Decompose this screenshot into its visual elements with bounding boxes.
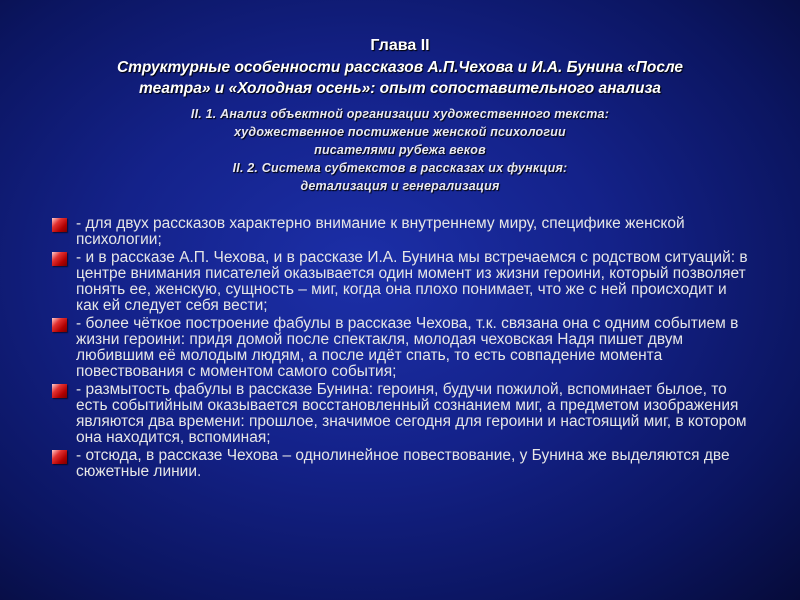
bullet-square-icon	[52, 318, 67, 332]
bullet-square-icon	[52, 384, 67, 398]
list-item	[52, 216, 752, 248]
list-item	[52, 250, 752, 314]
subsection-2-line-1: II. 2. Система субтекстов в рассказах их функция:	[232, 161, 568, 175]
title-line-2: театра» и «Холодная осень»: опыт сопоставительного анализа	[139, 80, 661, 97]
bullet-square-icon	[52, 450, 67, 464]
bullet-text: - и в рассказе А.П. Чехова, и в рассказе И.А. Бунина мы встречаемся с родством ситуаций: в центре внимания писателей оказывается один момент из жизни героини, который позволяет понять ее, женскую, сущность – миг, когда она плохо понимает, что же с ней происходит и как ей следует себя вести;	[76, 249, 748, 314]
bullet-square-icon	[52, 218, 67, 232]
subsection-2-line-2: детализация и генерализация	[300, 179, 500, 193]
subsection-1-line-1: II. 1. Анализ объектной организации художественного текста:	[190, 107, 610, 121]
subsection-2	[40, 159, 760, 195]
slide-header	[40, 37, 760, 195]
title-line-1: Структурные особенности рассказов А.П.Чехова и И.А. Бунина «После	[116, 59, 684, 76]
slide-title	[40, 57, 760, 99]
bullet-text: - для двух рассказов характерно внимание к внутреннему миру, специфике женской психологии;	[76, 215, 685, 248]
subsection-1-line-3: писателями рубежа веков	[314, 143, 486, 157]
bullet-list	[52, 216, 752, 482]
bullet-text: - более чёткое построение фабулы в рассказе Чехова, т.к. связана она с одним событием в жизни героини: придя домой после спектакля, молодая чеховская Надя пишет двум любившим её молодым людям, а после идёт спать, то есть совпадение момента повествования с моментом самого события;	[76, 315, 739, 380]
bullet-text: - отсюда, в рассказе Чехова – однолинейное повествование, у Бунина же выделяются две сюжетные линии.	[76, 447, 730, 480]
bullet-text: - размытость фабулы в рассказе Бунина: героиня, будучи пожилой, вспоминает былое, то есть событийным оказывается восстановленный сознанием миг, а предметом изображения являются два времени: прошлое, значимое сегодня для героини и настоящий миг, в котором она находится, вспоминая;	[76, 381, 747, 446]
subsection-1-line-2: художественное постижение женской психологии	[234, 125, 566, 139]
bullet-square-icon	[52, 252, 67, 266]
subsection-1	[40, 105, 760, 159]
chapter-heading: Глава II	[370, 37, 430, 54]
list-item	[52, 316, 752, 380]
list-item	[52, 382, 752, 446]
list-item	[52, 448, 752, 480]
